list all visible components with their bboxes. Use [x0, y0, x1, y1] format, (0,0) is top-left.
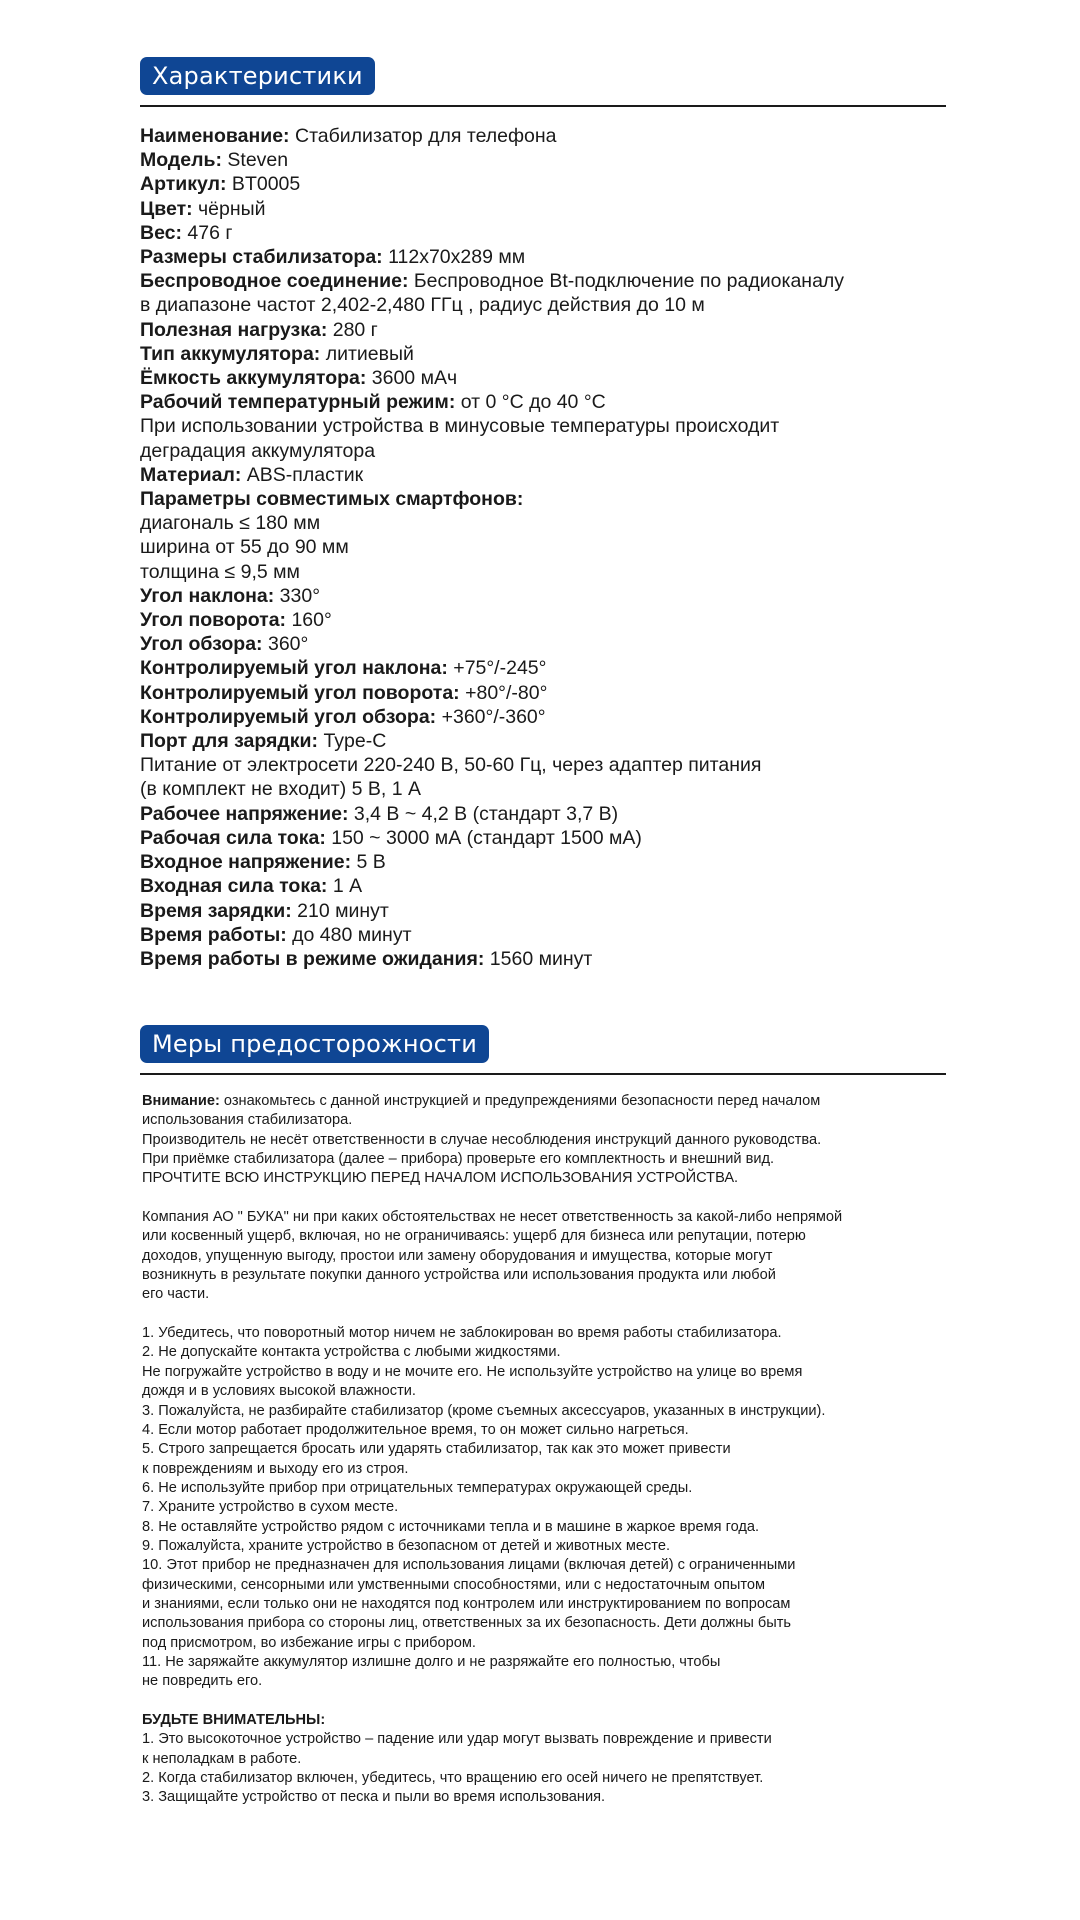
paragraph-gap — [142, 1305, 952, 1324]
text-line — [140, 148, 940, 172]
line-value: литиевый — [320, 342, 414, 365]
line-key: Входная сила тока: — [140, 875, 328, 898]
line-key: Рабочее напряжение: — [140, 802, 349, 825]
text-line — [140, 463, 940, 487]
line-value: 2. Когда стабилизатор включен, убедитесь, что вращению его осей ничего не препятствует. — [142, 1770, 764, 1787]
line-value: 160° — [286, 609, 332, 632]
line-value: или косвенный ущерб, включая, но не ограничиваясь: ущерб для бизнеса или репутации, потерю — [142, 1228, 806, 1245]
text-line — [140, 245, 940, 269]
text-line — [140, 197, 940, 221]
line-value: физическими, сенсорными или умственными способностями, или с недостаточным опытом — [142, 1576, 766, 1593]
line-key: Артикул: — [140, 173, 227, 196]
text-line — [140, 802, 940, 826]
text-line — [140, 656, 940, 680]
line-value: Стабилизатор для телефона — [289, 125, 557, 147]
text-line — [140, 826, 940, 850]
paragraph-gap — [142, 1189, 952, 1208]
text-line — [140, 221, 940, 245]
line-value: от 0 °С до 40 °С — [455, 391, 606, 414]
line-key: Параметры совместимых смартфонов: — [140, 488, 524, 511]
line-value: 3. Защищайте устройство от песка и пыли во время использования. — [142, 1789, 606, 1806]
text-line — [140, 777, 940, 801]
line-value: +80°/-80° — [459, 681, 548, 704]
line-value: 1. Убедитесь, что поворотный мотор ничем не заблокирован во время работы стабилизатора. — [142, 1325, 782, 1342]
line-value: 9. Пожалуйста, храните устройство в безопасном от детей и животных месте. — [142, 1537, 670, 1554]
text-line — [140, 850, 940, 874]
text-line — [140, 390, 940, 414]
paragraph-gap — [142, 1692, 952, 1711]
text-line — [140, 729, 940, 753]
line-value: Компания АО " БУКА" ни при каких обстоятельствах не несет ответственность за какой-либо непрямой — [142, 1209, 843, 1226]
text-line — [140, 608, 940, 632]
line-key: Размеры стабилизатора: — [140, 246, 383, 269]
line-key: Материал: — [140, 463, 242, 486]
line-value: +75°/-245° — [447, 657, 547, 680]
text-line — [140, 535, 940, 559]
line-key: Вес: — [140, 221, 183, 244]
text-line — [140, 947, 940, 971]
precautions-header — [140, 1025, 946, 1075]
line-value: возникнуть в результате покупки данного устройства или использования продукта или любой — [142, 1267, 776, 1284]
line-value: под присмотром, во избежание игры с прибором. — [142, 1634, 476, 1651]
line-value: до 480 минут — [286, 923, 412, 946]
precautions-title: Меры предосторожности — [140, 1025, 489, 1063]
text-line — [142, 1595, 952, 1614]
line-value: 360° — [262, 633, 309, 656]
line-value: 210 минут — [291, 899, 389, 922]
line-value: деградация аккумулятора — [140, 439, 376, 462]
text-line — [140, 366, 940, 390]
text-line — [142, 1363, 952, 1382]
text-line — [140, 124, 940, 148]
line-value: 280 г — [327, 318, 378, 341]
line-value: его части. — [142, 1286, 210, 1303]
line-key: Полезная нагрузка: — [140, 318, 328, 341]
line-value: ширина от 55 до 90 мм — [140, 536, 349, 559]
text-line — [140, 681, 940, 705]
line-key: Контролируемый угол наклона: — [140, 657, 448, 680]
text-line — [140, 318, 940, 342]
line-key: Время работы в режиме ожидания: — [140, 947, 485, 970]
text-line — [142, 1653, 952, 1672]
line-value: 5 В — [351, 851, 386, 874]
line-key: Внимание: — [142, 1093, 220, 1109]
text-line — [140, 342, 940, 366]
text-line — [140, 705, 940, 729]
line-value: BT0005 — [226, 173, 301, 196]
text-line — [142, 1266, 952, 1285]
text-line — [142, 1460, 952, 1479]
precautions-divider — [140, 1073, 946, 1075]
text-line — [140, 172, 940, 196]
line-key: Ёмкость аккумулятора: — [140, 367, 367, 390]
line-key: Время зарядки: — [140, 899, 292, 922]
precautions-text — [142, 1092, 952, 1808]
line-value: 3,4 В ~ 4,2 В (стандарт 3,7 В) — [348, 802, 619, 825]
text-line — [142, 1150, 952, 1169]
text-line — [142, 1711, 952, 1730]
text-line — [142, 1614, 952, 1633]
line-key: Цвет: — [140, 197, 193, 220]
text-line — [142, 1634, 952, 1653]
line-key: Угол наклона: — [140, 584, 275, 607]
line-value: доходов, упущенную выгоду, простои или замену оборудования и имущества, которые могут — [142, 1247, 773, 1264]
text-line — [142, 1169, 952, 1188]
text-line — [142, 1247, 952, 1266]
text-line — [142, 1402, 952, 1421]
line-value: диагональ ≤ 180 мм — [140, 512, 321, 535]
line-value: Производитель не несёт ответственности в случае несоблюдения инструкций данного руководства. — [142, 1131, 822, 1148]
text-line — [142, 1208, 952, 1227]
text-line — [140, 899, 940, 923]
line-value: 150 ~ 3000 мА (стандарт 1500 мА) — [325, 826, 642, 849]
text-line — [140, 584, 940, 608]
text-line — [142, 1769, 952, 1788]
line-key: Контролируемый угол поворота: — [140, 681, 460, 704]
line-value: +360°/-360° — [436, 705, 546, 728]
line-value: 476 г — [182, 221, 233, 244]
line-value: 1. Это высокоточное устройство – падение или удар могут вызвать повреждение и привести — [142, 1731, 772, 1748]
line-value: 5. Строго запрещается бросать или ударять стабилизатор, так как это может привести — [142, 1441, 731, 1458]
line-value: чёрный — [192, 197, 266, 220]
characteristics-list — [140, 124, 940, 971]
line-value: 330° — [274, 584, 321, 607]
text-line — [142, 1324, 952, 1343]
text-line — [142, 1556, 952, 1575]
text-line — [142, 1750, 952, 1769]
line-key: Входное напряжение: — [140, 851, 352, 874]
line-value: 10. Этот прибор не предназначен для использования лицами (включая детей) с ограниченными — [142, 1557, 796, 1574]
text-line — [142, 1227, 952, 1246]
characteristics-header — [140, 57, 946, 107]
line-value: 3. Пожалуйста, не разбирайте стабилизатор (кроме съемных аксессуаров, указанных в инструкции). — [142, 1402, 826, 1419]
line-value: 2. Не допускайте контакта устройства с любыми жидкостями. — [142, 1344, 561, 1361]
text-line — [142, 1440, 952, 1459]
line-value: 6. Не используйте прибор при отрицательных температурах окружающей среды. — [142, 1479, 693, 1496]
text-line — [140, 487, 940, 511]
line-key: БУДЬТЕ ВНИМАТЕЛЬНЫ: — [142, 1712, 326, 1728]
text-line — [142, 1343, 952, 1362]
text-line — [140, 269, 940, 293]
line-value: При использовании устройства в минусовые температуры происходит — [140, 415, 780, 438]
text-line — [140, 439, 940, 463]
line-value: в диапазоне частот 2,402-2,480 ГГц , радиус действия до 10 м — [140, 294, 705, 317]
line-value: (в комплект не входит) 5 В, 1 А — [140, 778, 421, 801]
line-key: Угол обзора: — [140, 633, 263, 656]
line-key: Наименование: — [140, 125, 290, 147]
text-line — [142, 1576, 952, 1595]
line-value: Беспроводное Bt-подключение по радиоканалу — [408, 270, 845, 293]
line-value: к повреждениям и выходу его из строя. — [142, 1460, 409, 1477]
text-line — [140, 923, 940, 947]
text-line — [140, 874, 940, 898]
text-line — [142, 1518, 952, 1537]
line-key: Модель: — [140, 149, 222, 172]
line-value: 11. Не заряжайте аккумулятор излишне долго и не разряжайте его полностью, чтобы — [142, 1653, 721, 1670]
line-value: ПРОЧТИТЕ ВСЮ ИНСТРУКЦИЮ ПЕРЕД НАЧАЛОМ ИСПОЛЬЗОВАНИЯ УСТРОЙСТВА. — [142, 1170, 739, 1187]
line-value: 112х70х289 мм — [382, 246, 526, 269]
text-line — [140, 560, 940, 584]
line-value: использования стабилизатора. — [142, 1112, 353, 1129]
text-line — [142, 1537, 952, 1556]
line-value: и знаниями, если только они не находятся под контролем или инструктированием по вопросам — [142, 1595, 791, 1612]
text-line — [140, 632, 940, 656]
line-value: 1 А — [327, 875, 363, 898]
text-line — [142, 1479, 952, 1498]
text-line — [142, 1672, 952, 1691]
text-line — [140, 293, 940, 317]
line-value: Питание от электросети 220-240 В, 50-60 Гц, через адаптер питания — [140, 754, 762, 777]
line-key: Рабочая сила тока: — [140, 826, 326, 849]
text-line — [142, 1092, 952, 1111]
text-line — [142, 1382, 952, 1401]
line-value: не повредить его. — [142, 1673, 263, 1690]
line-key: Угол поворота: — [140, 609, 287, 632]
line-value: толщина ≤ 9,5 мм — [140, 560, 300, 583]
line-value: дождя и в условиях высокой влажности. — [142, 1383, 416, 1400]
line-value: Type-C — [318, 730, 387, 753]
line-key: Беспроводное соединение: — [140, 270, 409, 293]
line-value: 7. Храните устройство в сухом месте. — [142, 1499, 399, 1516]
text-line — [142, 1131, 952, 1150]
line-value: использования прибора со стороны лиц, ответственных за их безопасность. Дети должны быть — [142, 1615, 792, 1632]
characteristics-title: Характеристики — [140, 57, 375, 95]
line-key: Время работы: — [140, 923, 287, 946]
line-key: Рабочий температурный режим: — [140, 391, 456, 414]
line-key: Тип аккумулятора: — [140, 342, 321, 365]
line-value: к неполадкам в работе. — [142, 1750, 302, 1767]
text-line — [140, 414, 940, 438]
text-line — [142, 1498, 952, 1517]
text-line — [142, 1111, 952, 1130]
text-line — [142, 1285, 952, 1304]
line-key: Порт для зарядки: — [140, 730, 319, 753]
line-value: 3600 мАч — [366, 367, 458, 390]
line-value: 1560 минут — [484, 947, 593, 970]
line-value: 4. Если мотор работает продолжительное время, то он может сильно нагреться. — [142, 1421, 689, 1438]
line-value: ознакомьтесь с данной инструкцией и предупреждениями безопасности перед началом — [219, 1093, 821, 1109]
text-line — [140, 753, 940, 777]
line-value: ABS-пластик — [241, 463, 364, 486]
line-value: Steven — [222, 149, 289, 172]
characteristics-divider — [140, 105, 946, 107]
line-key: Контролируемый угол обзора: — [140, 705, 437, 728]
line-value: 8. Не оставляйте устройство рядом с источниками тепла и в машине в жаркое время года. — [142, 1518, 760, 1535]
line-value: Не погружайте устройство в воду и не мочите его. Не используйте устройство на улице во время — [142, 1363, 803, 1380]
line-value: При приёмке стабилизатора (далее – прибора) проверьте его комплектность и внешний вид. — [142, 1151, 775, 1168]
text-line — [142, 1730, 952, 1749]
text-line — [140, 511, 940, 535]
text-line — [142, 1788, 952, 1807]
text-line — [142, 1421, 952, 1440]
